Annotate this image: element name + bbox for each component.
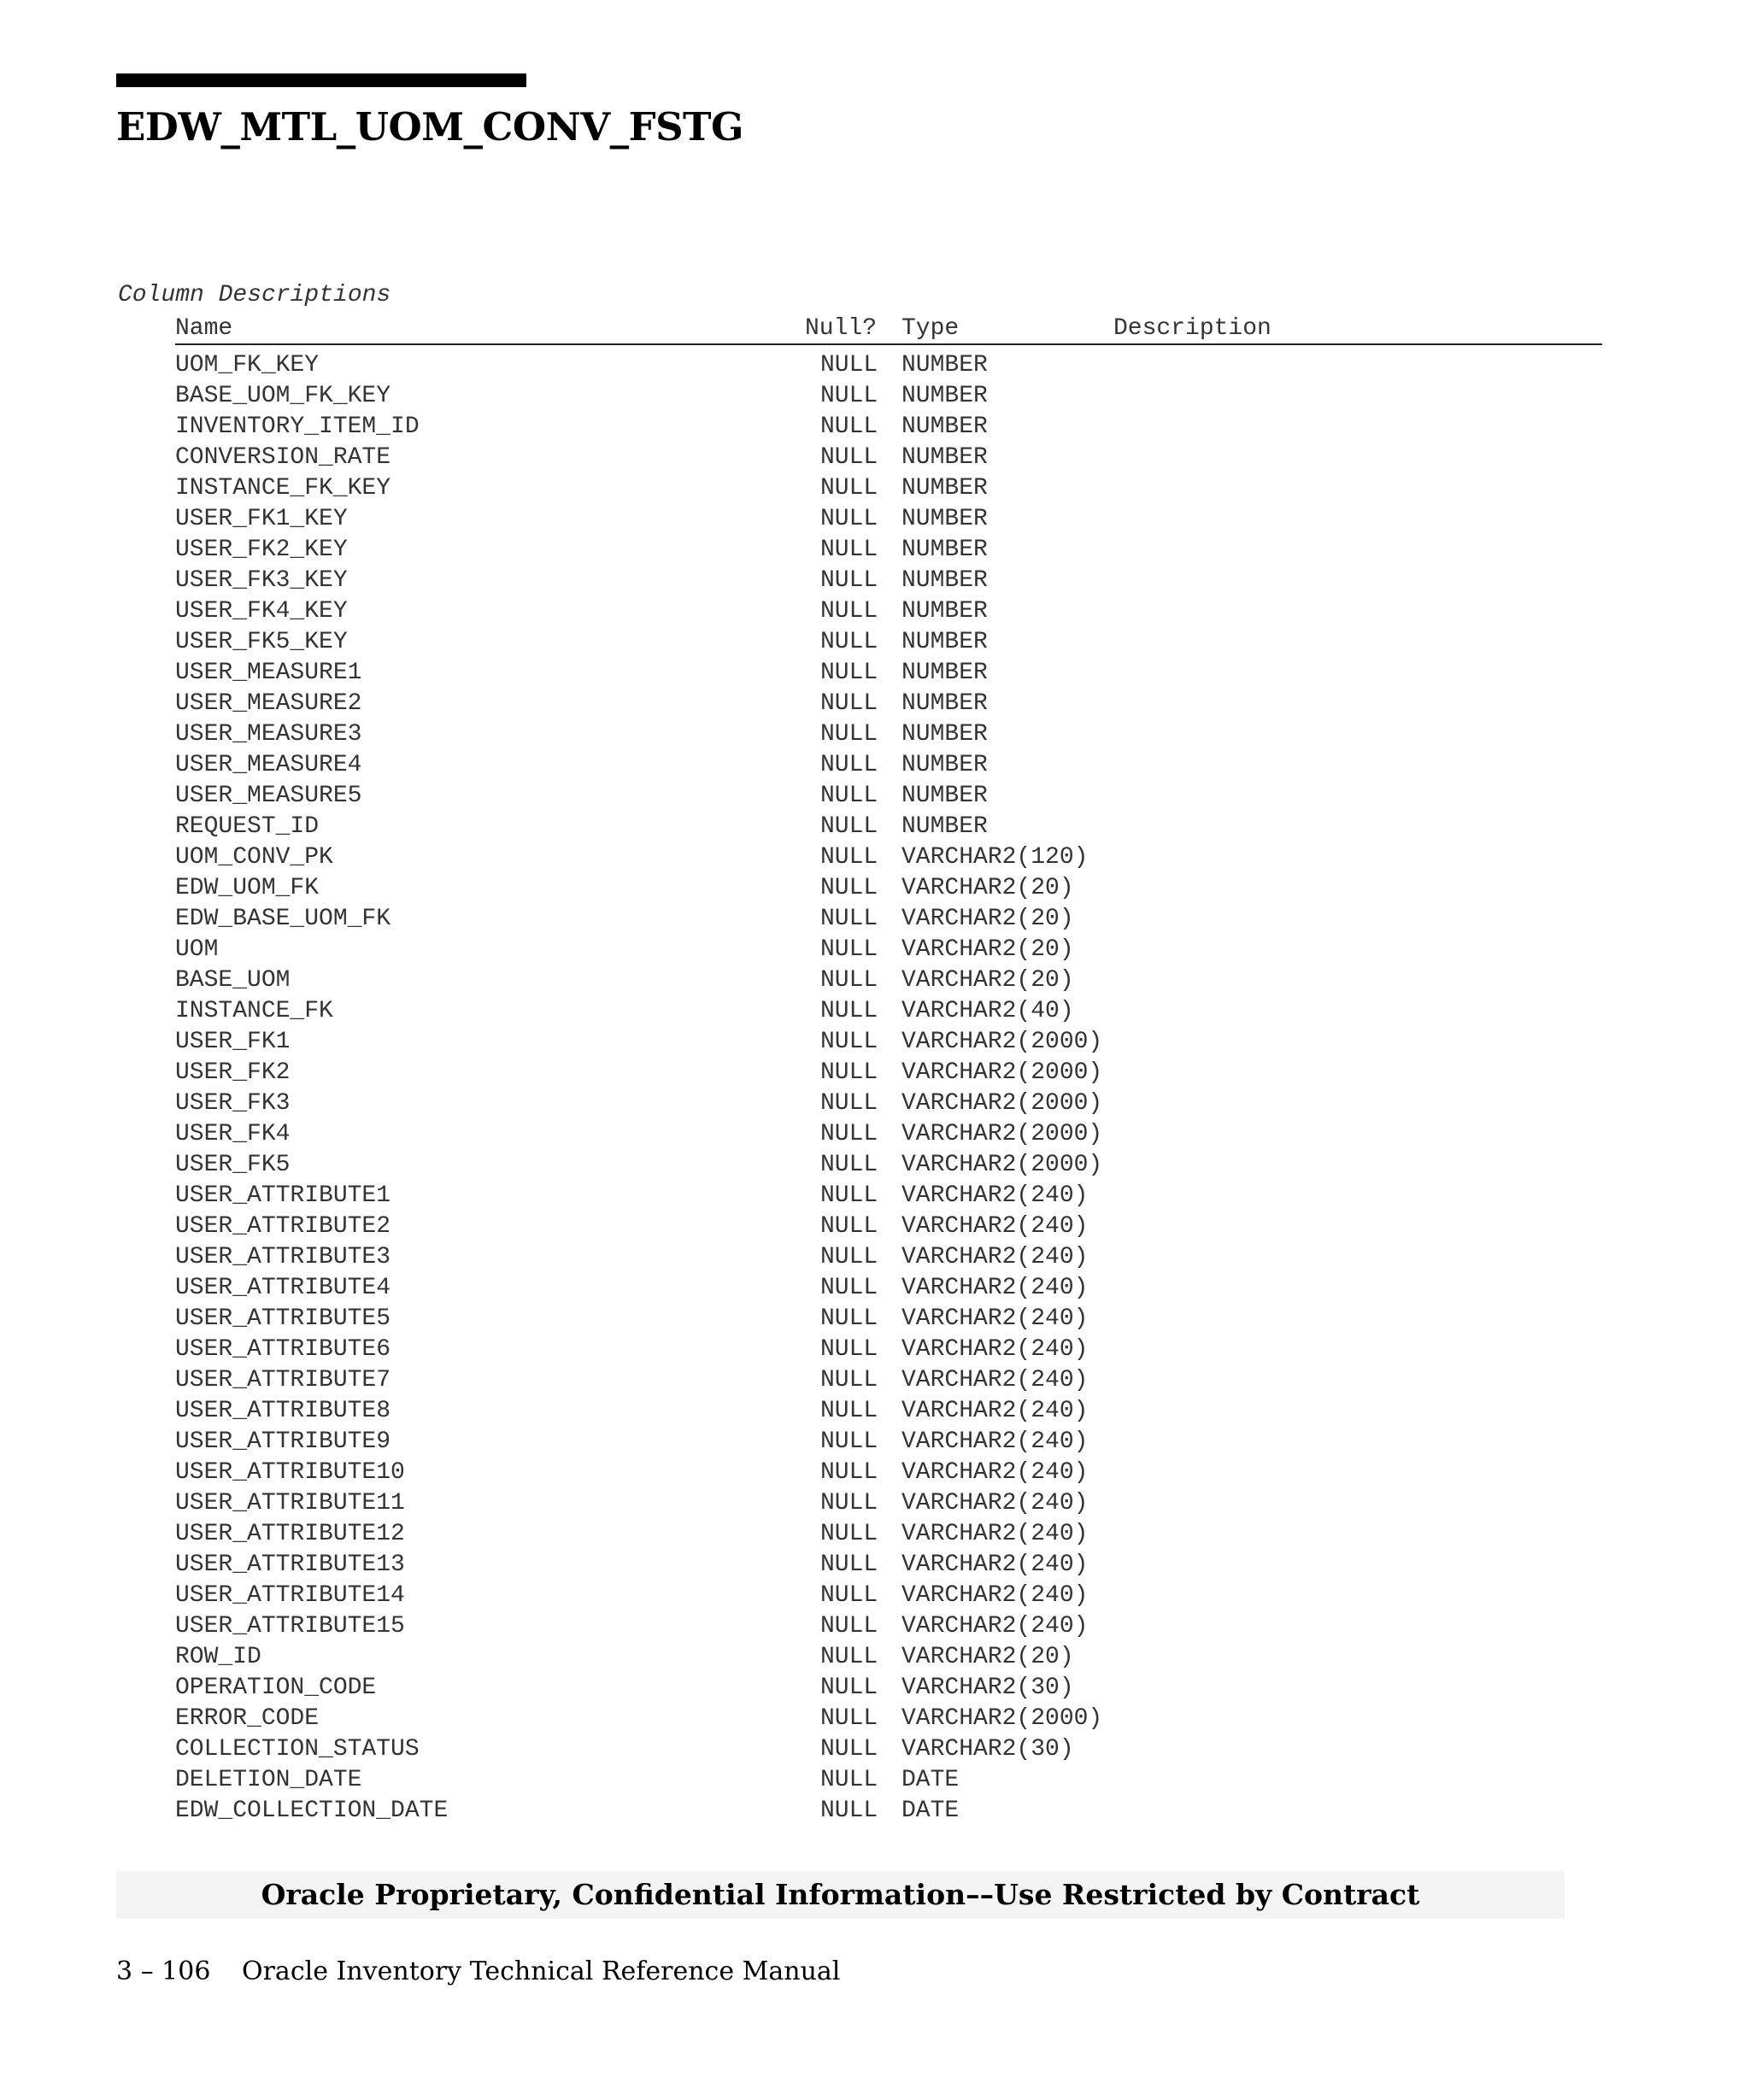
column-name: USER_ATTRIBUTE10 <box>175 1459 405 1486</box>
table-row <box>175 1427 1602 1458</box>
column-name: USER_MEASURE2 <box>175 690 362 717</box>
table-row <box>175 1704 1602 1734</box>
column-name: USER_ATTRIBUTE8 <box>175 1398 391 1424</box>
header-null: Null? <box>805 315 878 342</box>
table-row <box>175 1088 1602 1119</box>
table-row <box>175 1027 1602 1058</box>
column-type: NUMBER <box>901 721 988 748</box>
column-name: USER_ATTRIBUTE7 <box>175 1367 391 1393</box>
column-null: NULL <box>820 998 878 1024</box>
table-row <box>175 719 1602 750</box>
column-type: VARCHAR2(20) <box>901 875 1074 901</box>
column-null: NULL <box>820 1244 878 1270</box>
column-name: USER_FK5_KEY <box>175 629 348 655</box>
table-row <box>175 350 1602 381</box>
column-type: VARCHAR2(240) <box>901 1182 1089 1209</box>
column-null: NULL <box>820 1767 878 1793</box>
column-name: UOM_CONV_PK <box>175 844 333 871</box>
column-null: NULL <box>820 567 878 594</box>
column-null: NULL <box>820 1367 878 1393</box>
column-null: NULL <box>820 690 878 717</box>
column-type: VARCHAR2(20) <box>901 936 1074 963</box>
column-name: USER_ATTRIBUTE15 <box>175 1613 405 1640</box>
column-type: NUMBER <box>901 690 988 717</box>
column-null: NULL <box>820 1705 878 1732</box>
column-null: NULL <box>820 1552 878 1578</box>
table-row <box>175 1365 1602 1396</box>
column-type: NUMBER <box>901 629 988 655</box>
table-row <box>175 1058 1602 1088</box>
column-null: NULL <box>820 844 878 871</box>
column-name: USER_ATTRIBUTE5 <box>175 1305 391 1332</box>
column-null: NULL <box>820 1121 878 1147</box>
column-name: USER_MEASURE4 <box>175 752 362 778</box>
column-null: NULL <box>820 352 878 378</box>
table-row <box>175 1304 1602 1334</box>
column-null: NULL <box>820 383 878 409</box>
table-row <box>175 904 1602 935</box>
column-null: NULL <box>820 598 878 625</box>
column-name: USER_FK3 <box>175 1090 291 1117</box>
table-row <box>175 1458 1602 1488</box>
table-row <box>175 1519 1602 1550</box>
table-row <box>175 1211 1602 1242</box>
column-null: NULL <box>820 1275 878 1301</box>
column-type: NUMBER <box>901 537 988 563</box>
column-name: USER_ATTRIBUTE1 <box>175 1182 391 1209</box>
column-type: NUMBER <box>901 813 988 840</box>
column-name: EDW_UOM_FK <box>175 875 320 901</box>
column-null: NULL <box>820 660 878 686</box>
column-null: NULL <box>820 1336 878 1363</box>
column-name: USER_FK1_KEY <box>175 506 348 532</box>
table-row <box>175 1273 1602 1304</box>
column-type: VARCHAR2(120) <box>901 844 1089 871</box>
column-name: USER_ATTRIBUTE12 <box>175 1521 405 1547</box>
table-row <box>175 412 1602 443</box>
table-row <box>175 1119 1602 1150</box>
table-row <box>175 1734 1602 1765</box>
table-row <box>175 689 1602 719</box>
column-type: VARCHAR2(20) <box>901 967 1074 994</box>
column-name: BASE_UOM_FK_KEY <box>175 383 391 409</box>
column-null: NULL <box>820 967 878 994</box>
column-null: NULL <box>820 1428 878 1455</box>
table-row <box>175 658 1602 689</box>
column-type: VARCHAR2(2000) <box>901 1090 1103 1117</box>
table-row <box>175 627 1602 658</box>
column-type: VARCHAR2(240) <box>901 1428 1089 1455</box>
column-null: NULL <box>820 1213 878 1240</box>
column-null: NULL <box>820 906 878 932</box>
table-row <box>175 1611 1602 1642</box>
column-name: USER_FK5 <box>175 1152 291 1178</box>
column-type: NUMBER <box>901 414 988 440</box>
column-type: VARCHAR2(240) <box>901 1367 1089 1393</box>
column-list <box>175 350 1602 1827</box>
page-title: EDW_MTL_UOM_CONV_FSTG <box>116 104 743 150</box>
column-type: DATE <box>901 1798 960 1824</box>
column-type: VARCHAR2(240) <box>901 1582 1089 1609</box>
column-type: VARCHAR2(30) <box>901 1736 1074 1763</box>
section-label: Column Descriptions <box>118 282 391 308</box>
column-type: VARCHAR2(240) <box>901 1398 1089 1424</box>
table-row <box>175 381 1602 412</box>
column-name: USER_FK4_KEY <box>175 598 348 625</box>
column-null: NULL <box>820 444 878 471</box>
table-row <box>175 1181 1602 1211</box>
column-type: VARCHAR2(240) <box>901 1552 1089 1578</box>
column-name: USER_FK2 <box>175 1059 291 1086</box>
column-name: USER_FK4 <box>175 1121 291 1147</box>
column-type: NUMBER <box>901 660 988 686</box>
column-null: NULL <box>820 1029 878 1055</box>
column-null: NULL <box>820 414 878 440</box>
column-name: USER_ATTRIBUTE14 <box>175 1582 405 1609</box>
manual-title: Oracle Inventory Technical Reference Manual <box>242 1956 841 1986</box>
column-type: VARCHAR2(2000) <box>901 1705 1103 1732</box>
column-name: USER_ATTRIBUTE4 <box>175 1275 391 1301</box>
column-name: USER_MEASURE3 <box>175 721 362 748</box>
column-name: BASE_UOM <box>175 967 291 994</box>
table-row <box>175 1581 1602 1611</box>
column-header <box>175 313 1602 345</box>
column-null: NULL <box>820 537 878 563</box>
column-type: VARCHAR2(30) <box>901 1675 1074 1701</box>
column-type: VARCHAR2(2000) <box>901 1029 1103 1055</box>
column-type: VARCHAR2(240) <box>901 1305 1089 1332</box>
column-null: NULL <box>820 506 878 532</box>
table-row <box>175 1242 1602 1273</box>
column-type: NUMBER <box>901 444 988 471</box>
column-name: USER_FK1 <box>175 1029 291 1055</box>
column-type: NUMBER <box>901 567 988 594</box>
column-type: NUMBER <box>901 475 988 502</box>
column-name: USER_FK2_KEY <box>175 537 348 563</box>
column-type: NUMBER <box>901 598 988 625</box>
column-type: VARCHAR2(240) <box>901 1459 1089 1486</box>
column-null: NULL <box>820 1152 878 1178</box>
column-type: VARCHAR2(20) <box>901 906 1074 932</box>
column-null: NULL <box>820 1059 878 1086</box>
column-name: INSTANCE_FK <box>175 998 333 1024</box>
table-row <box>175 1396 1602 1427</box>
column-name: USER_MEASURE5 <box>175 783 362 809</box>
column-name: INSTANCE_FK_KEY <box>175 475 391 502</box>
column-null: NULL <box>820 1398 878 1424</box>
table-row <box>175 1334 1602 1365</box>
column-null: NULL <box>820 1675 878 1701</box>
table-row <box>175 473 1602 504</box>
column-name: DELETION_DATE <box>175 1767 362 1793</box>
table-row <box>175 596 1602 627</box>
table-row <box>175 443 1602 473</box>
table-row <box>175 1642 1602 1673</box>
column-null: NULL <box>820 1644 878 1670</box>
column-null: NULL <box>820 475 878 502</box>
column-name: USER_FK3_KEY <box>175 567 348 594</box>
table-row <box>175 965 1602 996</box>
table-row <box>175 842 1602 873</box>
column-name: USER_MEASURE1 <box>175 660 362 686</box>
table-row <box>175 535 1602 566</box>
column-type: VARCHAR2(2000) <box>901 1152 1103 1178</box>
column-null: NULL <box>820 1582 878 1609</box>
table-row <box>175 1796 1602 1827</box>
column-null: NULL <box>820 752 878 778</box>
table-row <box>175 873 1602 904</box>
column-name: UOM_FK_KEY <box>175 352 320 378</box>
column-type: VARCHAR2(240) <box>901 1613 1089 1640</box>
column-null: NULL <box>820 721 878 748</box>
column-type: NUMBER <box>901 783 988 809</box>
column-name: ROW_ID <box>175 1644 261 1670</box>
column-name: OPERATION_CODE <box>175 1675 377 1701</box>
table-row <box>175 1550 1602 1581</box>
column-name: REQUEST_ID <box>175 813 320 840</box>
column-name: USER_ATTRIBUTE6 <box>175 1336 391 1363</box>
column-null: NULL <box>820 629 878 655</box>
column-null: NULL <box>820 936 878 963</box>
column-null: NULL <box>820 1459 878 1486</box>
confidential-banner: Oracle Proprietary, Confidential Information––Use Restricted by Contract <box>116 1871 1565 1919</box>
header-description: Description <box>1113 315 1271 342</box>
column-name: USER_ATTRIBUTE3 <box>175 1244 391 1270</box>
column-null: NULL <box>820 1613 878 1640</box>
column-name: EDW_BASE_UOM_FK <box>175 906 391 932</box>
column-type: VARCHAR2(240) <box>901 1244 1089 1270</box>
column-null: NULL <box>820 1736 878 1763</box>
table-row <box>175 1488 1602 1519</box>
table-row <box>175 812 1602 842</box>
column-type: NUMBER <box>901 752 988 778</box>
column-null: NULL <box>820 1490 878 1516</box>
table-row <box>175 1765 1602 1796</box>
column-type: VARCHAR2(40) <box>901 998 1074 1024</box>
page-number: 3 – 106 <box>116 1956 211 1986</box>
column-type: NUMBER <box>901 352 988 378</box>
table-row <box>175 781 1602 812</box>
column-name: USER_ATTRIBUTE9 <box>175 1428 391 1455</box>
column-type: VARCHAR2(2000) <box>901 1121 1103 1147</box>
header-type: Type <box>901 315 960 342</box>
table-row <box>175 566 1602 596</box>
column-name: EDW_COLLECTION_DATE <box>175 1798 449 1824</box>
column-null: NULL <box>820 783 878 809</box>
column-null: NULL <box>820 813 878 840</box>
column-null: NULL <box>820 1305 878 1332</box>
column-type: DATE <box>901 1767 960 1793</box>
table-row <box>175 1673 1602 1704</box>
column-type: NUMBER <box>901 383 988 409</box>
column-name: CONVERSION_RATE <box>175 444 391 471</box>
column-name: USER_ATTRIBUTE2 <box>175 1213 391 1240</box>
table-row <box>175 996 1602 1027</box>
column-type: VARCHAR2(240) <box>901 1336 1089 1363</box>
title-rule <box>116 73 526 87</box>
column-name: USER_ATTRIBUTE13 <box>175 1552 405 1578</box>
column-name: UOM <box>175 936 219 963</box>
column-type: VARCHAR2(240) <box>901 1521 1089 1547</box>
column-null: NULL <box>820 1521 878 1547</box>
table-row <box>175 750 1602 781</box>
column-type: VARCHAR2(2000) <box>901 1059 1103 1086</box>
column-null: NULL <box>820 875 878 901</box>
column-type: NUMBER <box>901 506 988 532</box>
column-null: NULL <box>820 1182 878 1209</box>
column-name: COLLECTION_STATUS <box>175 1736 420 1763</box>
table-row <box>175 935 1602 965</box>
column-type: VARCHAR2(240) <box>901 1213 1089 1240</box>
column-type: VARCHAR2(240) <box>901 1275 1089 1301</box>
column-type: VARCHAR2(20) <box>901 1644 1074 1670</box>
column-null: NULL <box>820 1798 878 1824</box>
table-row <box>175 1150 1602 1181</box>
column-name: USER_ATTRIBUTE11 <box>175 1490 405 1516</box>
column-name: INVENTORY_ITEM_ID <box>175 414 420 440</box>
column-null: NULL <box>820 1090 878 1117</box>
header-name: Name <box>175 315 233 342</box>
column-name: ERROR_CODE <box>175 1705 320 1732</box>
column-type: VARCHAR2(240) <box>901 1490 1089 1516</box>
table-row <box>175 504 1602 535</box>
